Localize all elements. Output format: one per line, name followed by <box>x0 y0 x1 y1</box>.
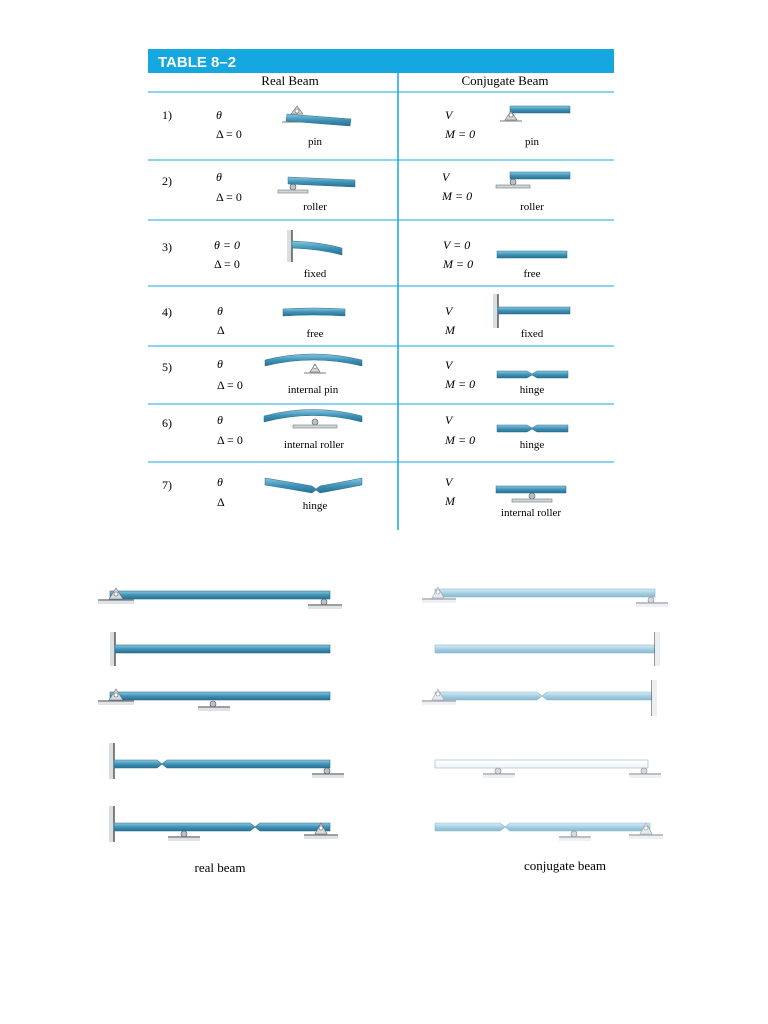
conj-condition-top: V <box>445 358 453 372</box>
real-support-caption: fixed <box>303 268 327 280</box>
row-number: 1) <box>162 108 172 122</box>
conj-condition-bottom: M = 0 <box>445 377 476 391</box>
conj-internal-roller-figure <box>496 486 566 502</box>
table-row <box>162 230 567 280</box>
real-condition-bottom: Δ <box>217 495 225 509</box>
real-internal-roller-figure <box>264 410 362 429</box>
real-fixed-support-figure <box>287 230 342 262</box>
real-roller-support-figure <box>278 177 355 193</box>
real-internal-pin-figure <box>265 354 362 373</box>
real-support-caption: internal pin <box>287 384 339 396</box>
real-condition-top: θ <box>216 170 222 184</box>
real-support-caption: internal roller <box>283 439 345 451</box>
conj-support-caption: free <box>523 268 541 280</box>
conj-condition-bottom: M = 0 <box>442 189 473 203</box>
real-condition-bottom: Δ = 0 <box>216 190 242 204</box>
real-condition-bottom: Δ = 0 <box>214 257 240 271</box>
table-row <box>162 410 568 452</box>
conjugate-beam-pin-hinge-fixed <box>422 680 657 716</box>
conj-free-end-figure <box>497 251 567 258</box>
real-free-end-figure <box>283 308 345 316</box>
conj-roller-support-figure <box>496 172 570 188</box>
real-condition-top: θ <box>217 475 223 489</box>
real-support-caption: pin <box>307 136 323 148</box>
row-number: 7) <box>162 478 172 492</box>
conjugate-beam-free-hinge-roller-pin <box>435 823 663 841</box>
real-condition-bottom: Δ = 0 <box>216 127 242 141</box>
real-support-caption: free <box>306 328 324 340</box>
conjugate-beam-free-internal-rollers <box>435 760 661 778</box>
conj-support-caption: roller <box>520 201 544 213</box>
conjugate-beam-pin-roller <box>422 587 668 607</box>
conj-condition-bottom: M = 0 <box>443 257 474 271</box>
real-condition-top: θ = 0 <box>214 238 240 252</box>
row-number: 5) <box>162 360 172 374</box>
conj-condition-bottom: M <box>445 323 455 337</box>
conj-condition-bottom: M = 0 <box>445 433 476 447</box>
conjugate-beam-free-fixed <box>435 632 660 666</box>
real-hinge-figure <box>265 478 362 493</box>
table-row <box>162 106 570 148</box>
conj-condition-bottom: M <box>445 494 455 508</box>
real-beam-pin-roller <box>98 588 342 609</box>
conj-fixed-support-figure <box>493 294 570 328</box>
row-number: 2) <box>162 174 172 188</box>
row-number: 3) <box>162 240 172 254</box>
column-header-real: Real Beam <box>261 73 319 88</box>
conj-pin-support-figure <box>500 106 570 121</box>
real-condition-bottom: Δ <box>217 323 225 337</box>
conj-condition-top: V <box>445 413 453 427</box>
conj-support-caption: internal roller <box>500 507 562 519</box>
real-beam-fixed-roller-hinge-pin <box>109 806 338 842</box>
conj-support-caption: hinge <box>519 384 545 396</box>
conj-hinge-figure <box>497 425 568 432</box>
column-header-conjugate: Conjugate Beam <box>461 73 549 88</box>
conj-support-caption: hinge <box>519 439 545 451</box>
real-beam-fixed-free <box>110 632 330 666</box>
row-separators <box>148 92 614 462</box>
table-row <box>162 294 570 340</box>
real-beam-fixed-hinge-roller <box>109 743 344 779</box>
real-support-caption: roller <box>303 201 327 213</box>
real-condition-top: θ <box>217 304 223 318</box>
row-number: 6) <box>162 416 172 430</box>
conjugate-beam-label: conjugate beam <box>524 858 606 873</box>
row-number: 4) <box>162 305 172 319</box>
conj-support-caption: fixed <box>520 328 544 340</box>
real-support-caption: hinge <box>302 500 328 512</box>
table-row <box>162 170 570 213</box>
real-beam-examples <box>98 588 344 875</box>
table-row <box>162 354 568 396</box>
conj-condition-top: V <box>445 108 453 122</box>
real-beam-label: real beam <box>194 860 246 875</box>
conj-hinge-figure <box>497 371 568 378</box>
real-condition-bottom: Δ = 0 <box>217 433 243 447</box>
conj-condition-top: V <box>442 170 450 184</box>
conj-condition-top: V <box>445 304 453 318</box>
real-beam-pin-internal-roller <box>98 689 330 711</box>
conj-condition-top: V = 0 <box>443 238 471 252</box>
conjugate-beam-examples <box>422 587 668 873</box>
conj-condition-top: V <box>445 475 453 489</box>
conj-support-caption: pin <box>524 136 540 148</box>
table-title: TABLE 8–2 <box>158 54 237 71</box>
table-8-2 <box>148 49 614 530</box>
conj-condition-bottom: M = 0 <box>445 127 476 141</box>
real-pin-support-figure <box>282 106 351 126</box>
real-condition-top: θ <box>217 413 223 427</box>
real-condition-top: θ <box>217 357 223 371</box>
real-condition-bottom: Δ = 0 <box>217 378 243 392</box>
real-condition-top: θ <box>216 108 222 122</box>
table-row <box>162 475 566 519</box>
